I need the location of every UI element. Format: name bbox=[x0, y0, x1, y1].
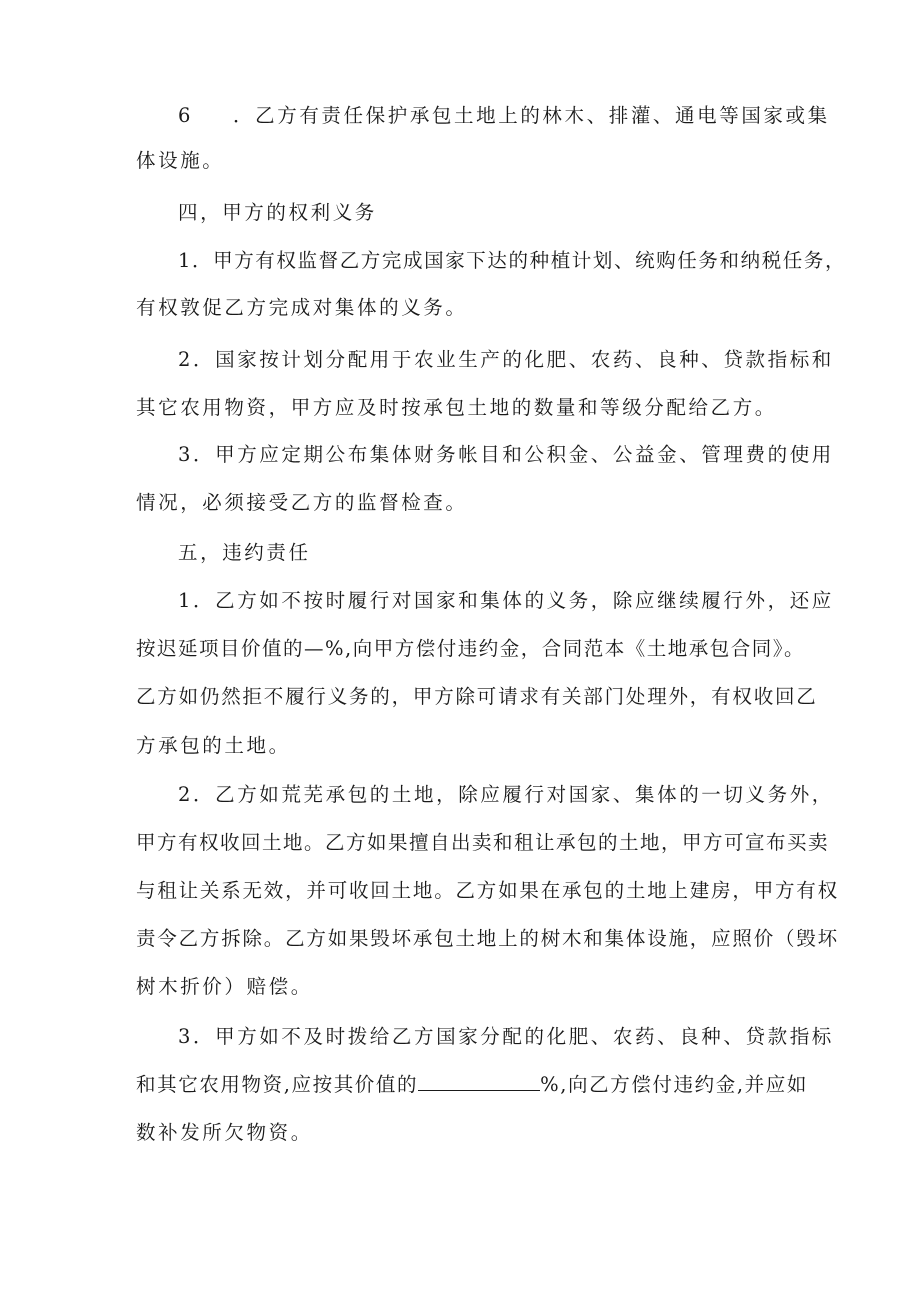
paragraph-line: 乙方如仍然拒不履行义务的，甲方除可请求有关部门处理外，有权收回乙 bbox=[136, 685, 818, 708]
paragraph-line: 与租让关系无效，并可收回土地。乙方如果在承包的土地上建房，甲方有权 bbox=[136, 879, 839, 902]
paragraph-line: 3．甲方应定期公布集体财务帐目和公积金、公益金、管理费的使用 bbox=[178, 443, 834, 466]
paragraph-line: 按迟延项目价值的—%,向甲方偿付违约金，合同范本《土地承包合同》。 bbox=[136, 637, 805, 660]
paragraph-line: 1．甲方有权监督乙方完成国家下达的种植计划、统购任务和纳税任务， bbox=[178, 249, 847, 272]
paragraph-line: 体设施。 bbox=[136, 149, 225, 172]
paragraph-line: 有权敦促乙方完成对集体的义务。 bbox=[136, 296, 468, 319]
paragraph-line: 甲方有权收回土地。乙方如果擅自出卖和租让承包的土地，甲方可宣布买卖 bbox=[136, 831, 830, 854]
paragraph-line: 情况，必须接受乙方的监督检查。 bbox=[136, 491, 468, 514]
item-number: 6 bbox=[178, 104, 194, 127]
paragraph-line: 3．甲方如不及时拨给乙方国家分配的化肥、农药、良种、贷款指标 bbox=[178, 1025, 834, 1048]
paragraph-line: 1．乙方如不按时履行对国家和集体的义务，除应继续履行外，还应 bbox=[178, 589, 834, 612]
paragraph-line: 树木折价）赔偿。 bbox=[136, 975, 313, 998]
fill-in-blank bbox=[418, 1072, 540, 1091]
section-heading: 四，甲方的权利义务 bbox=[178, 201, 377, 224]
paragraph-text: %,向乙方偿付违约金,并应如 bbox=[540, 1073, 808, 1096]
paragraph-line bbox=[178, 103, 830, 129]
paragraph-line: 责令乙方拆除。乙方如果毁坏承包土地上的树木和集体设施，应照价（毁坏 bbox=[136, 927, 839, 950]
paragraph-line: 方承包的土地。 bbox=[136, 734, 291, 757]
paragraph-text: 和其它农用物资,应按其价值的 bbox=[136, 1073, 419, 1096]
paragraph-text: ．乙方有责任保护承包土地上的林木、排灌、通电等国家或集 bbox=[233, 104, 830, 127]
paragraph-line bbox=[136, 1072, 808, 1098]
section-heading: 五，违约责任 bbox=[178, 541, 311, 564]
paragraph-line: 2．乙方如荒芜承包的土地，除应履行对国家、集体的一切义务外， bbox=[178, 783, 834, 806]
paragraph-line: 其它农用物资，甲方应及时按承包土地的数量和等级分配给乙方。 bbox=[136, 396, 777, 419]
paragraph-line: 2．国家按计划分配用于农业生产的化肥、农药、良种、贷款指标和 bbox=[178, 348, 834, 371]
paragraph-line: 数补发所欠物资。 bbox=[136, 1121, 313, 1144]
